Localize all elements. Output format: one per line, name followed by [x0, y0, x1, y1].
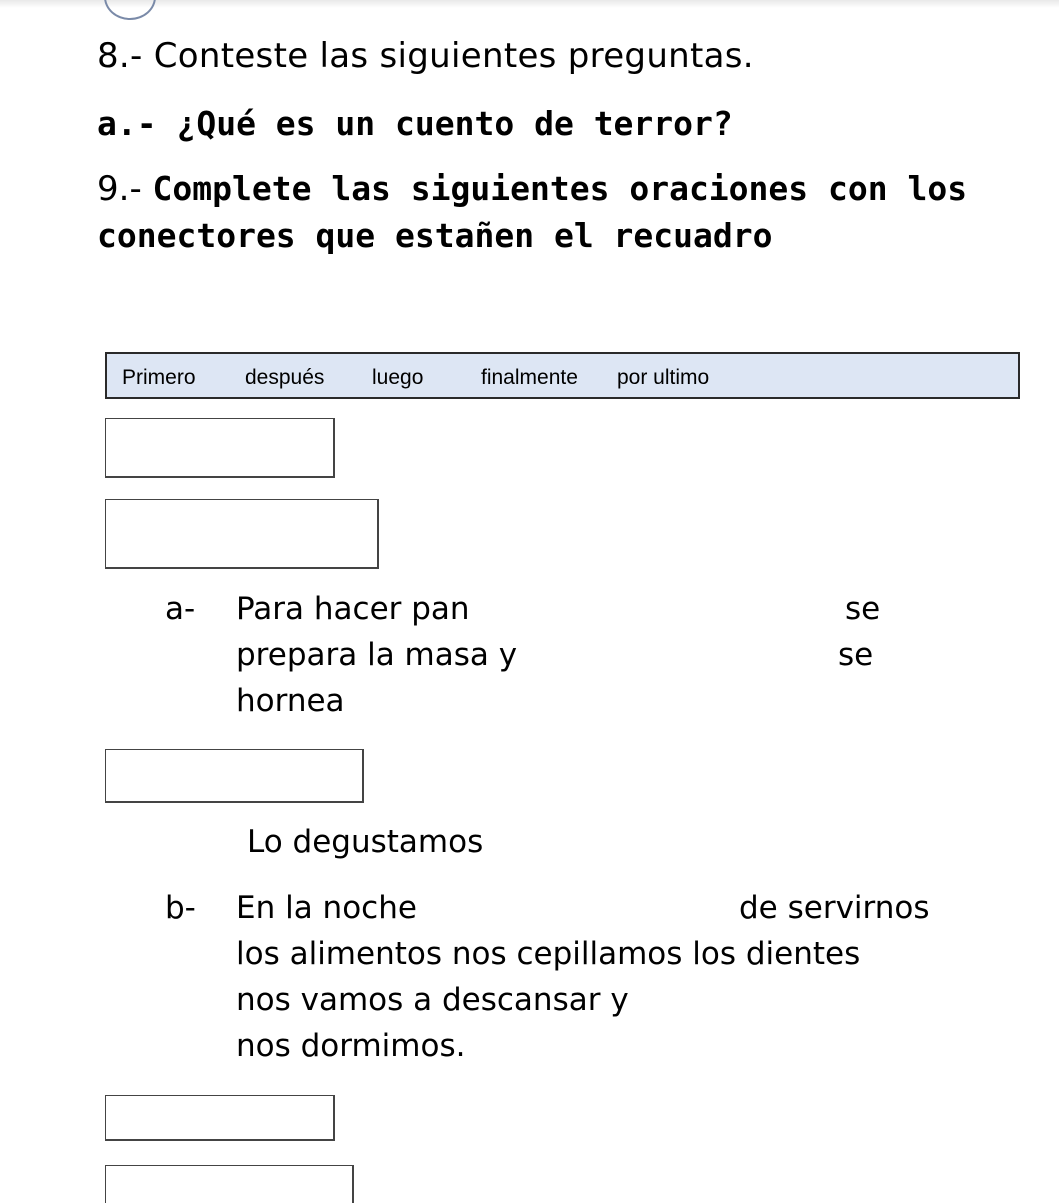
question-8a: a.- ¿Qué es un cuento de terror?	[97, 104, 733, 143]
word-bank	[105, 352, 1020, 399]
sentence-b-marker: b-	[165, 890, 196, 926]
after-a-text: Lo degustamos	[247, 824, 484, 860]
sentence-a-line-1-end: se	[845, 591, 881, 627]
word-bank-item: después	[245, 366, 325, 389]
sentence-a-line-2: prepara la masa y	[236, 637, 518, 673]
sentence-b-line-4: nos dormimos.	[236, 1028, 466, 1064]
question-9-number: 9.-	[97, 169, 153, 209]
sentence-b-line-2: los alimentos nos cepillamos los dientes	[236, 936, 861, 972]
question-9-line-2: conectores que estañen el recuadro	[97, 216, 773, 255]
question-9-text-1: Complete las siguientes oraciones con los	[152, 169, 968, 208]
word-bank-item: Primero	[122, 366, 196, 389]
circle-icon	[104, 0, 156, 20]
sentence-a-line-2-end: se	[838, 637, 874, 673]
sentence-b-line-1: En la noche	[236, 890, 417, 926]
sentence-a-line-1: Para hacer pan	[236, 591, 470, 627]
answer-box[interactable]	[105, 1095, 335, 1141]
sentence-b-line-1-end: de servirnos	[739, 890, 930, 926]
answer-box[interactable]	[105, 499, 379, 569]
word-bank-item: luego	[372, 366, 424, 389]
question-8: 8.- Conteste las siguientes preguntas.	[97, 36, 754, 76]
top-bar	[0, 0, 1059, 8]
answer-box[interactable]	[105, 749, 364, 803]
sentence-a-line-3: hornea	[236, 683, 345, 719]
answer-box[interactable]	[105, 1165, 354, 1203]
sentence-a-marker: a-	[165, 591, 196, 627]
sentence-b-line-3: nos vamos a descansar y	[236, 982, 629, 1018]
question-9-line-1	[97, 169, 967, 209]
word-bank-item: por ultimo	[617, 366, 710, 389]
answer-box[interactable]	[105, 418, 335, 478]
word-bank-item: finalmente	[481, 366, 578, 389]
